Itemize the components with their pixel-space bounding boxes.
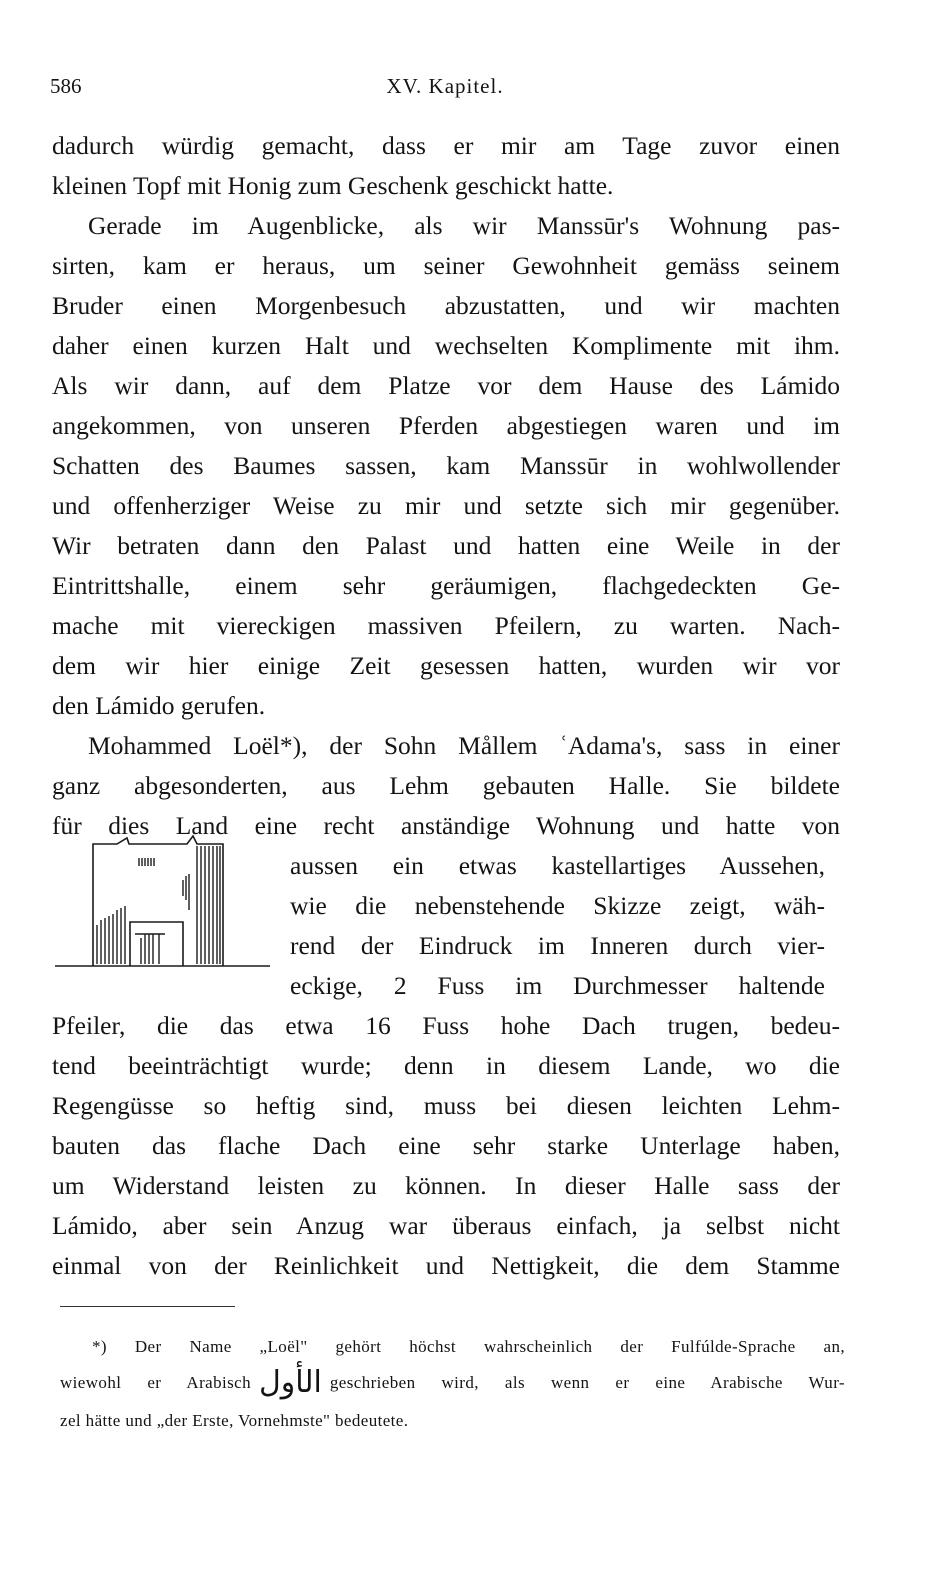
body-line: daher einen kurzen Halt und wechselten Komplimente mit ihm. (52, 331, 840, 360)
footnote-line: zel hätte und „der Erste, Vornehmste" bedeutete. (60, 1411, 409, 1430)
body-line: eckige, 2 Fuss im Durchmesser haltende (290, 971, 825, 1000)
body-line: kleinen Topf mit Honig zum Geschenk geschickt hatte. (52, 171, 614, 200)
page-number: 586 (50, 74, 82, 98)
body-line: dadurch würdig gemacht, dass er mir am Tage zuvor einen (52, 131, 840, 160)
footnote-line: *) Der Name „Loël" gehört höchst wahrscheinlich der Fulfúlde-Sprache an, (92, 1337, 845, 1356)
body-line: und offenherziger Weise zu mir und setzte sich mir gegenüber. (52, 491, 840, 520)
body-line: den Lámido gerufen. (52, 691, 266, 720)
body-line: Eintrittshalle, einem sehr geräumigen, flachgedeckten Ge- (52, 571, 840, 600)
footnote-text: wiewohl er Arabisch (60, 1373, 251, 1392)
arabic-word: الأول (258, 1365, 322, 1400)
page-header (50, 74, 840, 104)
body-line: einmal von der Reinlichkeit und Nettigkeit, die dem Stamme (52, 1251, 840, 1280)
body-line: Bruder einen Morgenbesuch abzustatten, und wir machten (52, 291, 840, 320)
body-line: rend der Eindruck im Inneren durch vier- (290, 931, 825, 960)
body-line: Als wir dann, auf dem Platze vor dem Hause des Lámido (52, 371, 840, 400)
body-line: Mohammed Loël*), der Sohn Mållem ʿAdama's, sass in einer (88, 731, 840, 760)
body-line: für dies Land eine recht anständige Wohnung und hatte von (52, 811, 840, 840)
footnote-line (60, 1365, 845, 1400)
body-line: Pfeiler, die das etwa 16 Fuss hohe Dach trugen, bedeu- (52, 1011, 840, 1040)
body-line: Schatten des Baumes sassen, kam Manssūr in wohlwollender (52, 451, 840, 480)
body-line: Wir betraten dann den Palast und hatten eine Weile in der (52, 531, 840, 560)
body-line: tend beeinträchtigt wurde; denn in diesem Lande, wo die (52, 1051, 840, 1080)
footnote-text: geschrieben wird, als wenn er eine Arabische Wur- (329, 1373, 845, 1392)
body-line: Regengüsse so heftig sind, muss bei diesen leichten Lehm- (52, 1091, 840, 1120)
body-line: wie die nebenstehende Skizze zeigt, wäh- (290, 891, 825, 920)
body-line: Gerade im Augenblicke, als wir Manssūr's Wohnung pas- (88, 211, 840, 240)
body-line: bauten das flache Dach eine sehr starke Unterlage haben, (52, 1131, 840, 1160)
body-line: dem wir hier einige Zeit gesessen hatten, wurden wir vor (52, 651, 840, 680)
body-line: mache mit viereckigen massiven Pfeilern, zu warten. Nach- (52, 611, 840, 640)
body-line: aussen ein etwas kastellartiges Aussehen, (290, 851, 825, 880)
body-line: angekommen, von unseren Pferden abgestiegen waren und im (52, 411, 840, 440)
body-line: sirten, kam er heraus, um seiner Gewohnheit gemäss seinem (52, 251, 840, 280)
body-line: ganz abgesonderten, aus Lehm gebauten Halle. Sie bildete (52, 771, 840, 800)
running-title: XV. Kapitel. (386, 74, 504, 98)
footnote-rule (60, 1306, 235, 1307)
castle-hall-sketch-icon (55, 830, 270, 972)
body-line: um Widerstand leisten zu können. In dieser Halle sass der (52, 1171, 840, 1200)
body-line: Lámido, aber sein Anzug war überaus einfach, ja selbst nicht (52, 1211, 840, 1240)
